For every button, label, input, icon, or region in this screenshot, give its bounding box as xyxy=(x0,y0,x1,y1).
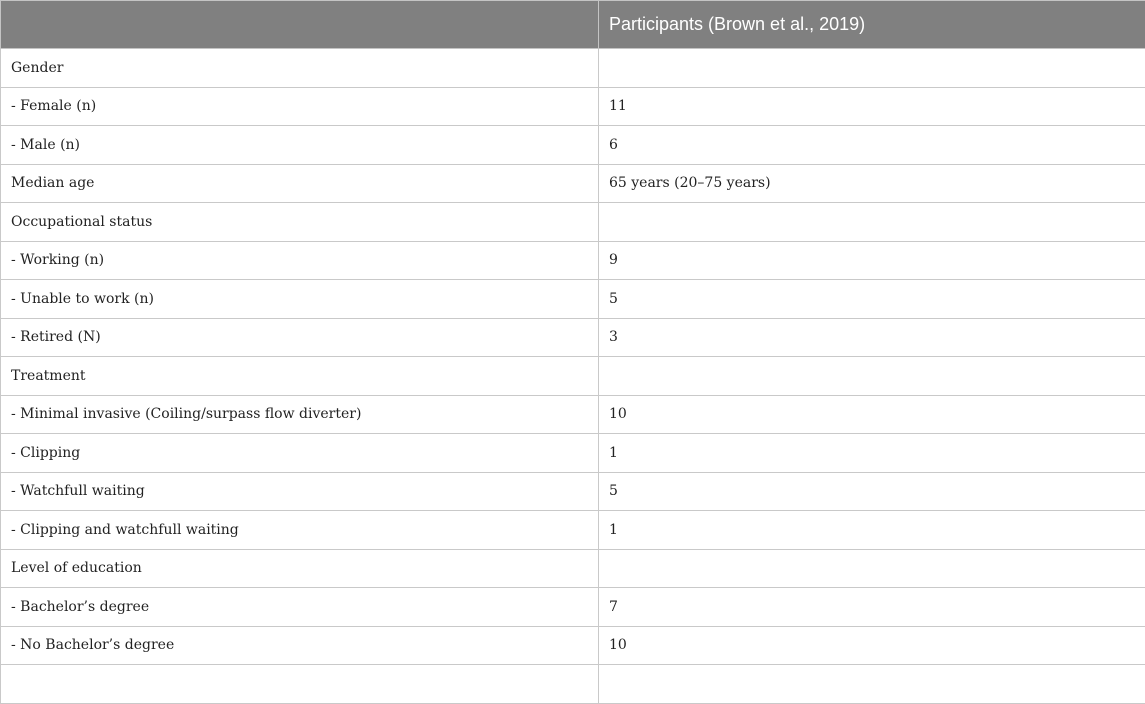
row-value: 9 xyxy=(599,241,1145,280)
row-value xyxy=(599,549,1145,588)
row-value: 1 xyxy=(599,434,1145,473)
table-row xyxy=(1,164,1145,203)
table-row xyxy=(1,549,1145,588)
row-label: - Unable to work (n) xyxy=(1,280,599,319)
table-row xyxy=(1,395,1145,434)
row-value: 65 years (20–75 years) xyxy=(599,164,1145,203)
row-label: Gender xyxy=(1,49,599,88)
table-row xyxy=(1,203,1145,242)
row-value: 5 xyxy=(599,280,1145,319)
row-label: - Working (n) xyxy=(1,241,599,280)
row-value: 7 xyxy=(599,588,1145,627)
table-header-row xyxy=(1,1,1145,49)
row-label: Level of education xyxy=(1,549,599,588)
row-label: - Bachelor’s degree xyxy=(1,588,599,627)
row-value: 6 xyxy=(599,126,1145,165)
row-label: - Clipping and watchfull waiting xyxy=(1,511,599,550)
table-row xyxy=(1,280,1145,319)
table-row xyxy=(1,318,1145,357)
row-label: - Retired (N) xyxy=(1,318,599,357)
row-value xyxy=(599,665,1145,704)
row-label: - Female (n) xyxy=(1,87,599,126)
table-row xyxy=(1,434,1145,473)
column-header-participants: Participants (Brown et al., 2019) xyxy=(599,1,1145,49)
table-row xyxy=(1,241,1145,280)
table-row xyxy=(1,49,1145,88)
table-row xyxy=(1,87,1145,126)
row-value: 10 xyxy=(599,395,1145,434)
row-label: - Minimal invasive (Coiling/surpass flow diverter) xyxy=(1,395,599,434)
row-value xyxy=(599,49,1145,88)
table-row xyxy=(1,626,1145,665)
table-row xyxy=(1,472,1145,511)
table-row xyxy=(1,588,1145,627)
row-value: 1 xyxy=(599,511,1145,550)
row-value: 10 xyxy=(599,626,1145,665)
table-row xyxy=(1,126,1145,165)
row-label: Median age xyxy=(1,164,599,203)
column-header-characteristic xyxy=(1,1,599,49)
row-value: 3 xyxy=(599,318,1145,357)
row-label: Treatment xyxy=(1,357,599,396)
row-value: 5 xyxy=(599,472,1145,511)
table-row xyxy=(1,357,1145,396)
row-value: 11 xyxy=(599,87,1145,126)
row-label xyxy=(1,665,599,704)
row-label: - Watchfull waiting xyxy=(1,472,599,511)
table-row xyxy=(1,511,1145,550)
row-label: - No Bachelor’s degree xyxy=(1,626,599,665)
row-label: Occupational status xyxy=(1,203,599,242)
row-value xyxy=(599,357,1145,396)
row-label: - Clipping xyxy=(1,434,599,473)
table-row xyxy=(1,665,1145,704)
row-value xyxy=(599,203,1145,242)
row-label: - Male (n) xyxy=(1,126,599,165)
